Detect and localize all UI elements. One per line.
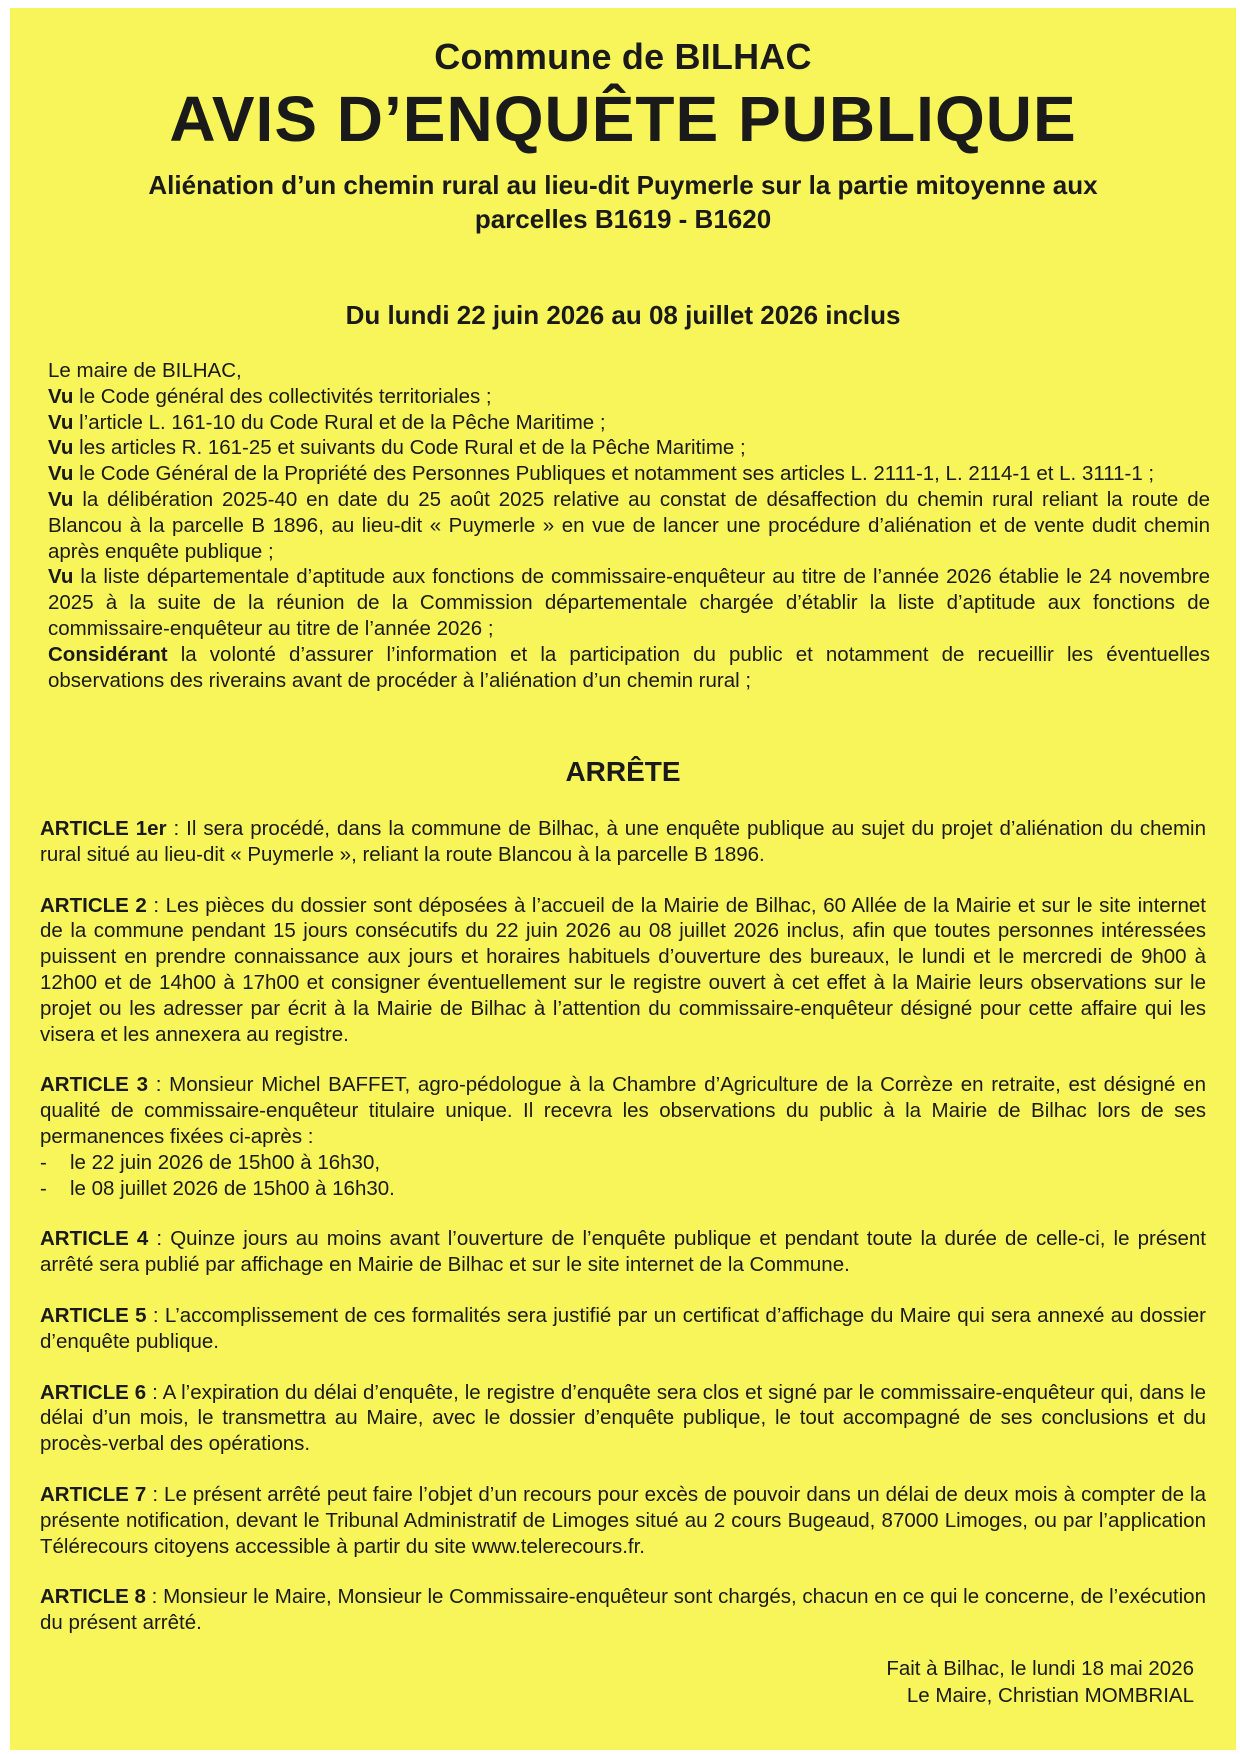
dash-marker: - xyxy=(40,1176,47,1200)
list-item xyxy=(40,1150,1206,1176)
preamble-lead: Vu xyxy=(48,462,74,486)
article-text: : L’accomplissement de ces formalités sera justifié par un certificat d’affichage du Maire qui sera annexé au dossier d’enquête publique. xyxy=(40,1303,1206,1353)
preamble-lead: Vu xyxy=(48,436,74,460)
permanence-date: le 08 juillet 2026 de 15h00 à 16h30. xyxy=(70,1176,395,1200)
article-4 xyxy=(40,1226,1206,1278)
preamble-text: le Code général des collectivités territoriales ; xyxy=(73,384,492,408)
permanence-list xyxy=(40,1150,1206,1202)
dash-marker: - xyxy=(40,1150,47,1174)
preamble-item xyxy=(48,461,1210,487)
subtitle-line: parcelles B1619 - B1620 xyxy=(474,204,772,234)
signature-signatory: Le Maire, Christian MOMBRIAL xyxy=(906,1684,1194,1707)
article-label: ARTICLE 6 xyxy=(40,1380,147,1404)
preamble-lead: Vu xyxy=(48,565,74,589)
article-label: ARTICLE 4 xyxy=(40,1227,149,1251)
article-text: : A l’expiration du délai d’enquête, le registre d’enquête sera clos et signé par le commissaire-enquêteur qui, dans le délai d’un mois, le transmettra au Maire, avec le dossier d’enquête publique, le tout accompagné de ses conclusions et du procès-verbal des opérations. xyxy=(40,1380,1206,1456)
permanence-date: le 22 juin 2026 de 15h00 à 16h30, xyxy=(70,1150,381,1174)
commune-name: Commune de BILHAC xyxy=(434,36,812,77)
list-item xyxy=(40,1176,1206,1202)
notice-title: AVIS D’ENQUÊTE PUBLIQUE xyxy=(169,83,1077,155)
article-text: : Il sera procédé, dans la commune de Bilhac, à une enquête publique au sujet du projet d’aliénation du chemin rural situé au lieu-dit « Puymerle », reliant la route Blancou à la parcelle B 1896. xyxy=(40,817,1206,866)
preamble-item xyxy=(48,564,1210,641)
article-1 xyxy=(40,816,1206,868)
article-8 xyxy=(40,1584,1206,1636)
preamble-item xyxy=(48,487,1210,564)
subtitle-line: Aliénation d’un chemin rural au lieu-dit Puymerle sur la partie mitoyenne aux xyxy=(148,170,1098,200)
preamble-lead: Vu xyxy=(48,410,74,434)
article-label: ARTICLE 2 xyxy=(40,893,147,917)
article-6 xyxy=(40,1380,1206,1457)
article-text: : Monsieur le Maire, Monsieur le Commissaire-enquêteur sont chargés, chacun en ce qui le concerne, de l’exécution du présent arrêté. xyxy=(40,1585,1206,1635)
preamble-item xyxy=(48,410,1210,436)
preamble-text: l’article L. 161-10 du Code Rural et de la Pêche Maritime ; xyxy=(73,410,606,434)
article-text: : Le présent arrêté peut faire l’objet d’un recours pour excès de pouvoir dans un délai de deux mois à compter de la présente notification, devant le Tribunal Administratif de Limoges situé au 2 cours Bugeaud, 87000 Limoges, ou par l’application Télérecours citoyens accessible à partir du site www.telerecours.fr. xyxy=(40,1482,1206,1558)
preamble xyxy=(48,358,1210,693)
preamble-lead: Considérant xyxy=(48,642,168,666)
article-label: ARTICLE 5 xyxy=(40,1303,147,1327)
article-5 xyxy=(40,1303,1206,1355)
preamble-text: la délibération 2025-40 en date du 25 août 2025 relative au constat de désaffection du chemin rural reliant la route de Blancou à la parcelle B 1896, au lieu-dit « Puymerle » en vue de lancer une procédure d’aliénation et de vente dudit chemin après enquête publique ; xyxy=(48,487,1210,563)
preamble-item xyxy=(48,435,1210,461)
notice-subtitle xyxy=(140,168,1106,236)
preamble-item xyxy=(48,384,1210,410)
preamble-text: la volonté d’assurer l’information et la participation du public et notamment de recueillir les éventuelles observations des riverains avant de procéder à l’aliénation d’un chemin rural ; xyxy=(48,642,1210,692)
preamble-intro: Le maire de BILHAC, xyxy=(48,359,242,382)
preamble-text: la liste départementale d’aptitude aux fonctions de commissaire-enquêteur au titre de l’année 2026 établie le 24 novembre 2025 à la suite de la réunion de la Commission départementale chargée d’établir la liste d’aptitude aux fonctions de commissaire-enquêteur au titre de l’année 2026 ; xyxy=(48,565,1210,640)
article-text: : Monsieur Michel BAFFET, agro-pédologue à la Chambre d’Agriculture de la Corrèze en retraite, est désigné en qualité de commissaire-enquêteur titulaire unique. Il recevra les observations du public à la Mairie de Bilhac lors de ses permanences fixées ci-après : xyxy=(40,1073,1206,1148)
article-text: : Quinze jours au moins avant l’ouverture de l’enquête publique et pendant toute la durée de celle-ci, le présent arrêté sera publié par affichage en Mairie de Bilhac et sur le site internet de la Commune. xyxy=(40,1227,1206,1277)
notice-sheet xyxy=(10,8,1236,1750)
inquiry-dates: Du lundi 22 juin 2026 au 08 juillet 2026 inclus xyxy=(345,300,901,330)
article-text: : Les pièces du dossier sont déposées à l’accueil de la Mairie de Bilhac, 60 Allée de la Mairie et sur le site internet de la commune pendant 15 jours consécutifs du 22 juin 2026 au 08 juillet 2026 inclus, afin que toutes personnes intéressées puissent en prendre connaissance aux jours et horaires habituels d’ouverture des bureaux, le lundi et le mercredi de 9h00 à 12h00 et de 14h00 à 17h00 et consigner éventuellement sur le registre ouvert à cet effet à la Mairie leurs observations sur le projet ou les adresser par écrit à la Mairie de Bilhac à l’attention du commissaire-enquêteur désigné pour cette affaire qui les visera et les annexera au registre. xyxy=(40,893,1206,1046)
preamble-text: le Code Général de la Propriété des Personnes Publiques et notamment ses articles L. 2111-1, L. 2114-1 et L. 3111-1 ; xyxy=(73,462,1155,486)
articles xyxy=(40,816,1206,1661)
article-2 xyxy=(40,893,1206,1048)
preamble-item xyxy=(48,642,1210,694)
article-label: ARTICLE 3 xyxy=(40,1073,148,1097)
article-3 xyxy=(40,1072,1206,1201)
preamble-text: les articles R. 161-25 et suivants du Code Rural et de la Pêche Maritime ; xyxy=(73,436,746,460)
arrete-heading: ARRÊTE xyxy=(565,756,681,787)
signature-block xyxy=(886,1655,1194,1709)
preamble-lead: Vu xyxy=(48,384,74,408)
signature-place-date: Fait à Bilhac, le lundi 18 mai 2026 xyxy=(886,1657,1194,1680)
article-label: ARTICLE 7 xyxy=(40,1482,147,1506)
article-label: ARTICLE 1er xyxy=(40,817,167,840)
article-label: ARTICLE 8 xyxy=(40,1585,146,1609)
preamble-lead: Vu xyxy=(48,487,74,511)
article-7 xyxy=(40,1482,1206,1559)
